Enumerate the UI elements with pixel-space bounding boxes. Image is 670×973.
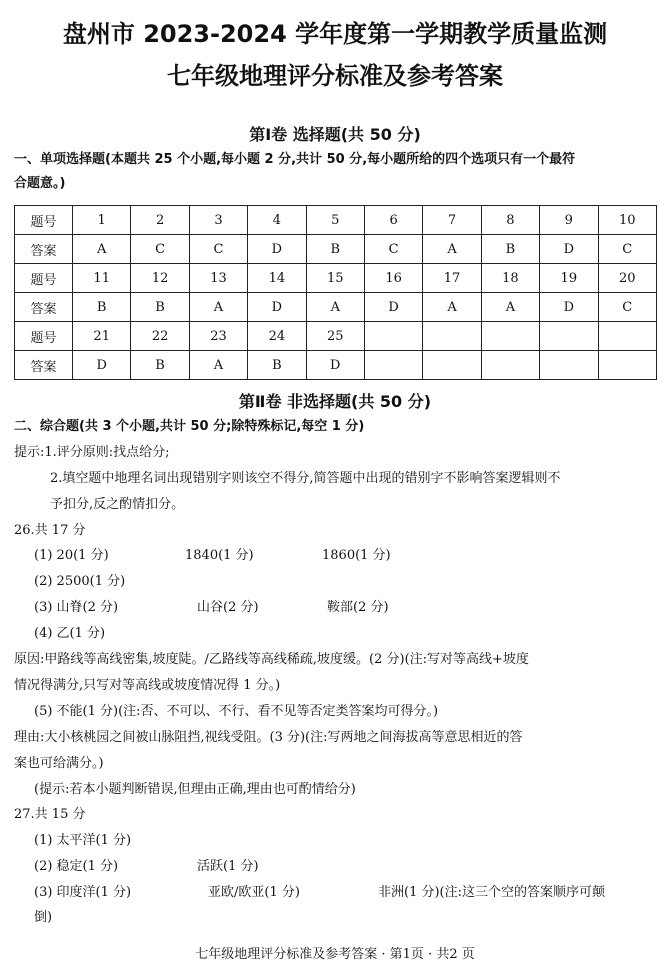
q27-answer-2b: 活跃(1 分)	[197, 859, 259, 874]
question-number-cell	[481, 322, 539, 351]
answer-table	[14, 205, 657, 380]
q26-reason-cont: 情况得满分,只写对等高线或坡度情况得 1 分。)	[14, 678, 281, 693]
question-number-cell	[423, 322, 481, 351]
answer-cell	[364, 351, 422, 380]
question-number-cell: 3	[189, 206, 247, 235]
answer-cell: A	[423, 235, 481, 264]
page-footer: 七年级地理评分标准及参考答案 · 第1页 · 共2 页	[195, 947, 475, 962]
question-number-cell: 6	[364, 206, 422, 235]
document-title: 盘州市 2023-2024 学年度第一学期教学质量监测	[62, 20, 608, 48]
row-label-cell: 题号	[15, 322, 73, 351]
answer-cell: B	[131, 351, 189, 380]
answer-row	[15, 351, 657, 380]
answer-cell: A	[306, 293, 364, 322]
question-number-cell: 2	[131, 206, 189, 235]
hint-2: 2.填空题中地理名词出现错别字则该空不得分,简答题中出现的错别字不影响答案逻辑则不	[50, 471, 561, 486]
answer-row	[15, 235, 657, 264]
question-number-cell: 19	[540, 264, 598, 293]
q26-justification: 理由:大小核桃园之间被山脉阻挡,视线受阻。(3 分)(注:写两地之间海拔高等意思相近的答	[14, 730, 523, 745]
document-subtitle: 七年级地理评分标准及参考答案	[167, 62, 503, 90]
question-number-cell: 13	[189, 264, 247, 293]
answer-row	[15, 293, 657, 322]
answer-cell: A	[189, 293, 247, 322]
q26-answer-3a: (3) 山脊(2 分)	[34, 600, 119, 615]
row-label-cell: 答案	[15, 293, 73, 322]
question-number-cell: 17	[423, 264, 481, 293]
answer-cell: B	[481, 235, 539, 264]
answer-cell: C	[189, 235, 247, 264]
q27-answer-3b: 亚欧/欧亚(1 分)	[208, 885, 300, 900]
q26-justification-cont: 案也可给满分。)	[14, 756, 104, 771]
question-number-cell: 24	[248, 322, 306, 351]
question-number-cell	[598, 322, 656, 351]
question-number-cell: 15	[306, 264, 364, 293]
hint-2-cont: 予扣分,反之酌情扣分。	[50, 497, 185, 512]
answer-cell: B	[306, 235, 364, 264]
question-number-cell: 14	[248, 264, 306, 293]
answer-cell: A	[481, 293, 539, 322]
question-number-cell: 25	[306, 322, 364, 351]
question-number-cell: 8	[481, 206, 539, 235]
question-number-cell: 1	[73, 206, 131, 235]
answer-cell: C	[598, 235, 656, 264]
question-number-cell	[364, 322, 422, 351]
q27-answer-3-cont: 倒)	[34, 910, 53, 925]
question-number-cell: 23	[189, 322, 247, 351]
question-number-cell: 5	[306, 206, 364, 235]
question-number-cell: 11	[73, 264, 131, 293]
q27-answer-3a: (3) 印度洋(1 分)	[34, 885, 132, 900]
q26-answer-4: (4) 乙(1 分)	[34, 626, 106, 641]
answer-cell: D	[306, 351, 364, 380]
q27-answer-2a: (2) 稳定(1 分)	[34, 859, 119, 874]
question-number-cell: 10	[598, 206, 656, 235]
section1-intro: 一、单项选择题(本题共 25 个小题,每小题 2 分,共计 50 分,每小题所给的四个选项只有一个最符	[14, 152, 576, 167]
question-number-cell: 20	[598, 264, 656, 293]
answer-cell: C	[364, 235, 422, 264]
answer-cell: D	[540, 293, 598, 322]
answer-cell: D	[540, 235, 598, 264]
question-number-cell: 7	[423, 206, 481, 235]
question-number-cell	[540, 322, 598, 351]
q26-heading: 26.共 17 分	[14, 523, 86, 538]
question-number-cell: 21	[73, 322, 131, 351]
question-number-row	[15, 322, 657, 351]
answer-cell: B	[73, 293, 131, 322]
answer-cell	[423, 351, 481, 380]
row-label-cell: 题号	[15, 206, 73, 235]
answer-cell: A	[423, 293, 481, 322]
q26-answer-1a: (1) 20(1 分)	[34, 548, 109, 563]
question-number-cell: 18	[481, 264, 539, 293]
row-label-cell: 题号	[15, 264, 73, 293]
section1-intro-cont: 合题意。)	[14, 176, 66, 191]
question-number-row	[15, 264, 657, 293]
q26-answer-2: (2) 2500(1 分)	[34, 574, 126, 589]
question-number-cell: 9	[540, 206, 598, 235]
section2-intro: 二、综合题(共 3 个小题,共计 50 分;除特殊标记,每空 1 分)	[14, 419, 365, 434]
q26-reason: 原因:甲路线等高线密集,坡度陡。/乙路线等高线稀疏,坡度缓。(2 分)(注:写对等高线+坡度	[14, 652, 529, 667]
question-number-cell: 22	[131, 322, 189, 351]
answer-cell: D	[73, 351, 131, 380]
question-number-cell: 4	[248, 206, 306, 235]
row-label-cell: 答案	[15, 235, 73, 264]
q26-answer-3b: 山谷(2 分)	[197, 600, 259, 615]
question-number-row	[15, 206, 657, 235]
answer-cell: D	[364, 293, 422, 322]
answer-cell: D	[248, 293, 306, 322]
q27-answer-3c: 非洲(1 分)(注:这三个空的答案顺序可颠	[378, 885, 605, 900]
answer-cell: C	[598, 293, 656, 322]
row-label-cell: 答案	[15, 351, 73, 380]
part2-heading: 第Ⅱ卷 非选择题(共 50 分)	[238, 392, 432, 411]
answer-cell: A	[189, 351, 247, 380]
answer-cell	[598, 351, 656, 380]
q26-answer-5: (5) 不能(1 分)(注:否、不可以、不行、看不见等否定类答案均可得分。)	[34, 704, 439, 719]
q26-answer-1c: 1860(1 分)	[322, 548, 391, 563]
answer-cell	[540, 351, 598, 380]
question-number-cell: 16	[364, 264, 422, 293]
q27-heading: 27.共 15 分	[14, 807, 86, 822]
answer-cell: B	[131, 293, 189, 322]
answer-cell	[481, 351, 539, 380]
answer-cell: B	[248, 351, 306, 380]
q27-answer-1: (1) 太平洋(1 分)	[34, 833, 132, 848]
q26-answer-1b: 1840(1 分)	[185, 548, 254, 563]
answer-cell: D	[248, 235, 306, 264]
q26-note: (提示:若本小题判断错误,但理由正确,理由也可酌情给分)	[34, 782, 356, 797]
part1-heading: 第Ⅰ卷 选择题(共 50 分)	[249, 125, 421, 144]
question-number-cell: 12	[131, 264, 189, 293]
answer-cell: A	[73, 235, 131, 264]
hint-1: 提示:1.评分原则:找点给分;	[14, 445, 170, 460]
answer-cell: C	[131, 235, 189, 264]
q26-answer-3c: 鞍部(2 分)	[327, 600, 389, 615]
